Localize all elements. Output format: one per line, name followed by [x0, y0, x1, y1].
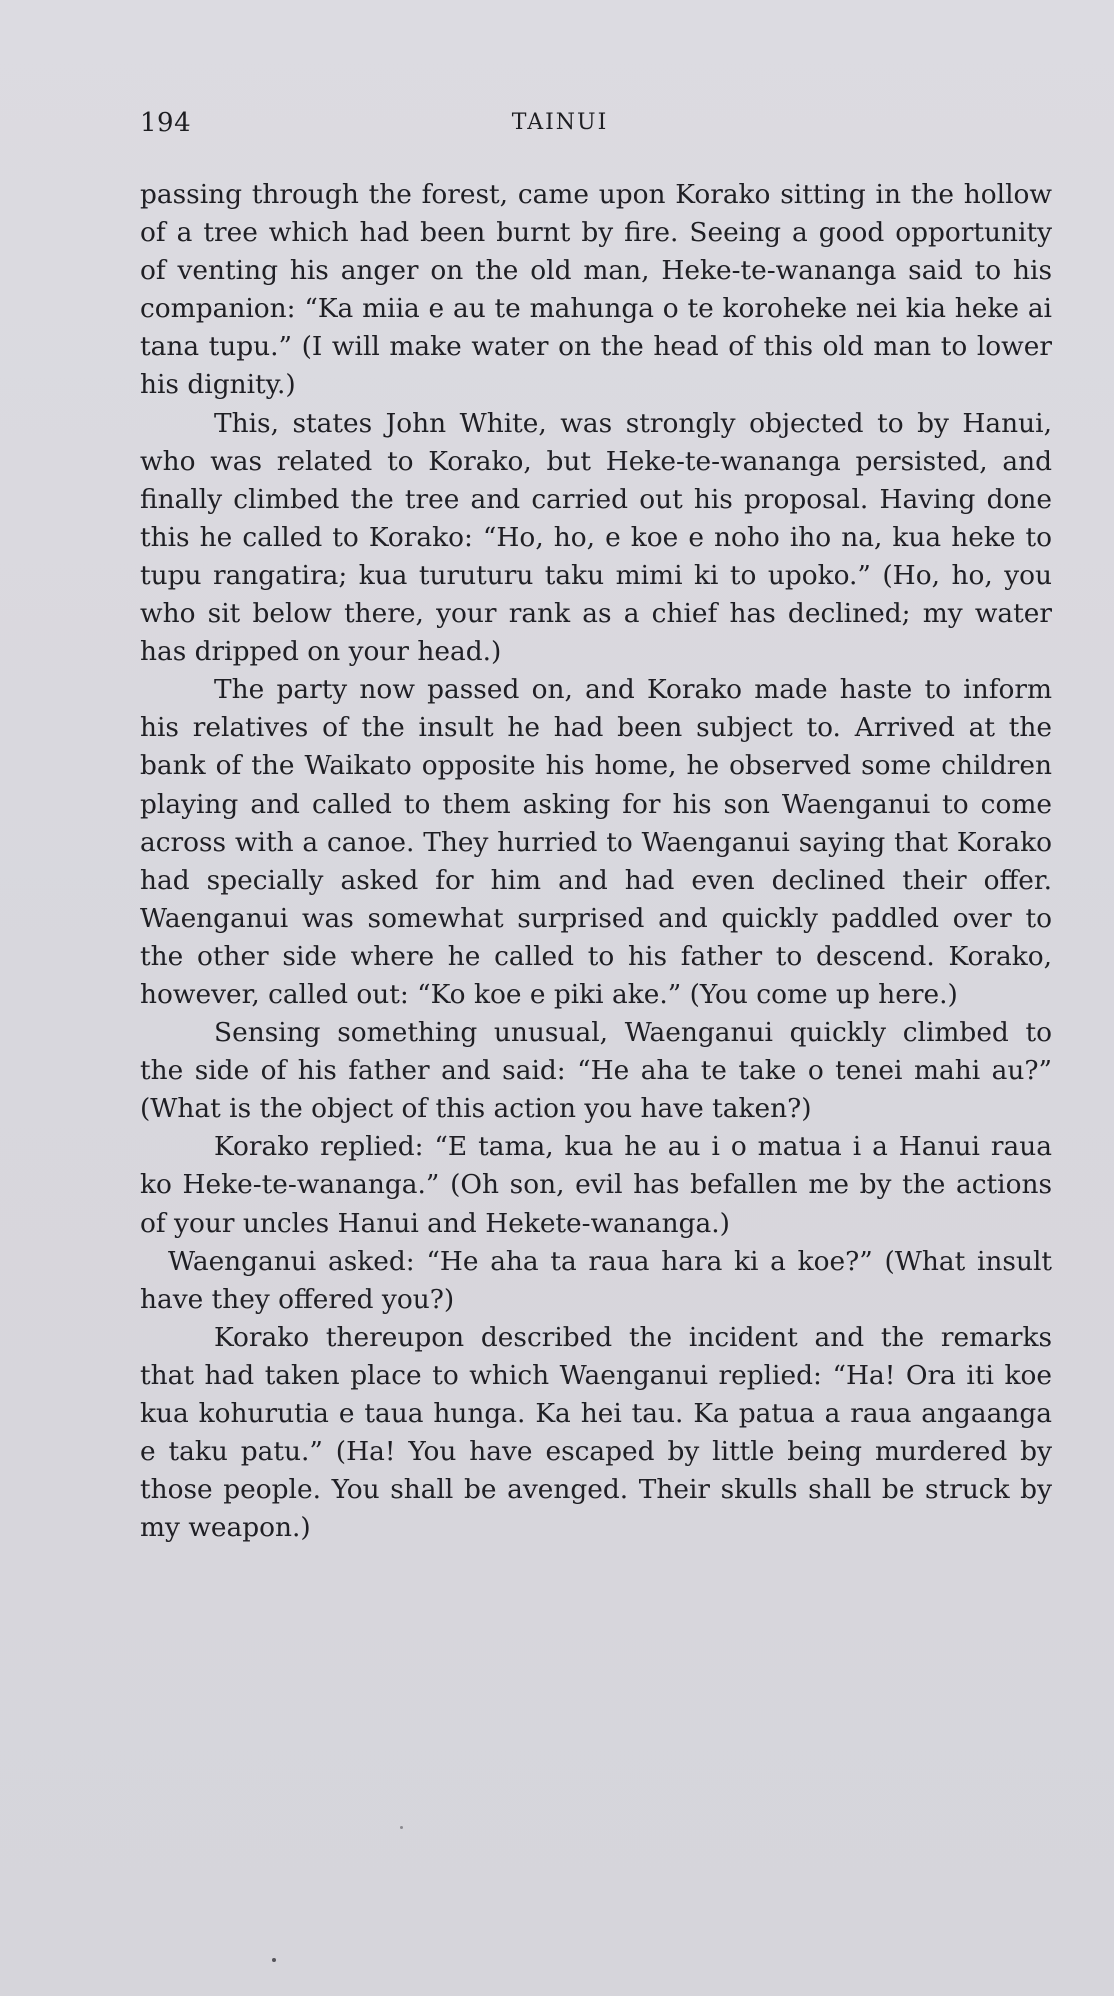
- page-number: 194: [140, 108, 192, 138]
- paragraph-2: This, states John White, was strongly objected to by Hanui, who was related to Korako, but Heke-te-wananga persisted, and finally climbed the tree and carried out his proposal. Having done this he called to Korako: “Ho, ho, e koe e noho iho na, kua heke to tupu rangatira; kua turuturu taku mimi ki to upoko.” (Ho, ho, you who sit below there, your rank as a chief has declined; my water has dripped on your head.): [140, 407, 1052, 668]
- paper-speck: [272, 1958, 276, 1962]
- paragraph-5: Korako replied: “E tama, kua he au i o matua i a Hanui raua ko Heke-te-wananga.” (Oh son, evil has befallen me by the actions of your uncles Hanui and Hekete-wananga.): [140, 1131, 1052, 1239]
- paragraph-1: passing through the forest, came upon Korako sitting in the hollow of a tree which had been burnt by fire. Seeing a good opportunity of venting his anger on the old man, Heke-te-wananga said to his companion: “Ka miia e au te mahunga o te koroheke nei kia heke ai tana tupu.” (I will make water on the head of this old man to lower his dignity.): [140, 179, 1052, 401]
- paragraph-4: Sensing something unusual, Waenganui quickly climbed to the side of his father and said: “He aha te take o tenei mahi au?” (What is the object of this action you have taken?): [140, 1017, 1052, 1125]
- body-text: [140, 176, 1052, 1547]
- paper-speck: [400, 1826, 403, 1829]
- paragraph-6: Waenganui asked: “He aha ta raua hara ki a koe?” (What insult have they offered you?): [140, 1245, 1052, 1315]
- paragraph-3: The party now passed on, and Korako made haste to inform his relatives of the insult he had been subject to. Arrived at the bank of the Waikato opposite his home, he observed some children playing and called to them asking for his son Waenganui to come across with a canoe. They hurried to Waenganui saying that Korako had specially asked for him and had even declined their offer. Waenganui was somewhat surprised and quickly paddled over to the other side where he called to his father to descend. Korako, however, called out: “Ko koe e piki ake.” (You come up here.): [140, 674, 1052, 1010]
- paragraph-7: Korako thereupon described the incident and the remarks that had taken place to which Waenganui replied: “Ha! Ora iti koe kua kohurutia e taua hunga. Ka hei tau. Ka patua a raua angaanga e taku patu.” (Ha! You have escaped by little being murdered by those people. You shall be avenged. Their skulls shall be struck by my weapon.): [140, 1321, 1052, 1544]
- page-header: [140, 108, 980, 144]
- running-head: TAINUI: [511, 110, 609, 135]
